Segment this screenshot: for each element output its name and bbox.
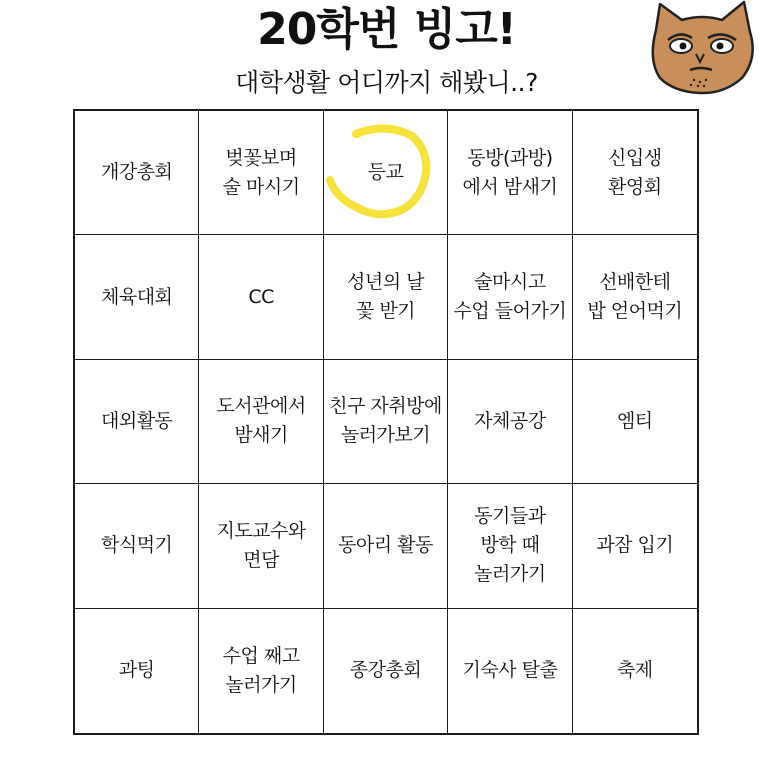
cat-face-icon [646,0,758,96]
page-title: 20학번 빙고! [257,4,516,55]
bingo-cell: 성년의 날 꽃 받기 [324,235,448,359]
page-subtitle: 대학생활 어디까지 해봤니..? [235,68,538,97]
bingo-cell: 체육대회 [75,235,199,359]
bingo-cell: 선배한테 밥 얻어먹기 [573,235,697,359]
bingo-cell: 기숙사 탈출 [448,609,572,733]
bingo-cell: 엠티 [573,360,697,484]
bingo-cell: 지도교수와 면담 [199,484,323,608]
bingo-cell: 수업 째고 놀러가기 [199,609,323,733]
bingo-cell: 과잠 입기 [573,484,697,608]
bingo-cell: 동아리 활동 [324,484,448,608]
bingo-cell: 과팅 [75,609,199,733]
bingo-cell: 종강총회 [324,609,448,733]
bingo-cell: 자체공강 [448,360,572,484]
bingo-cell: 술마시고 수업 들어가기 [448,235,572,359]
bingo-cell: 학식먹기 [75,484,199,608]
bingo-cell: 개강총회 [75,111,199,235]
bingo-cell: 축제 [616,659,653,682]
bingo-cell: 동기들과 방학 때 놀러가기 [448,484,572,608]
bingo-cell: 등교 [324,111,448,235]
bingo-cell: 신입생 환영회 [573,111,697,235]
bingo-board [73,109,699,735]
bingo-cell: 친구 자취방에 놀러가보기 [324,360,448,484]
bingo-cell: 대외활동 [75,360,199,484]
bingo-cell: 도서관에서 밤새기 [199,360,323,484]
bingo-cell: 벚꽃보며 술 마시기 [199,111,323,235]
bingo-cell: 동방(과방) 에서 밤새기 [448,111,572,235]
bingo-cell: CC [199,235,323,359]
